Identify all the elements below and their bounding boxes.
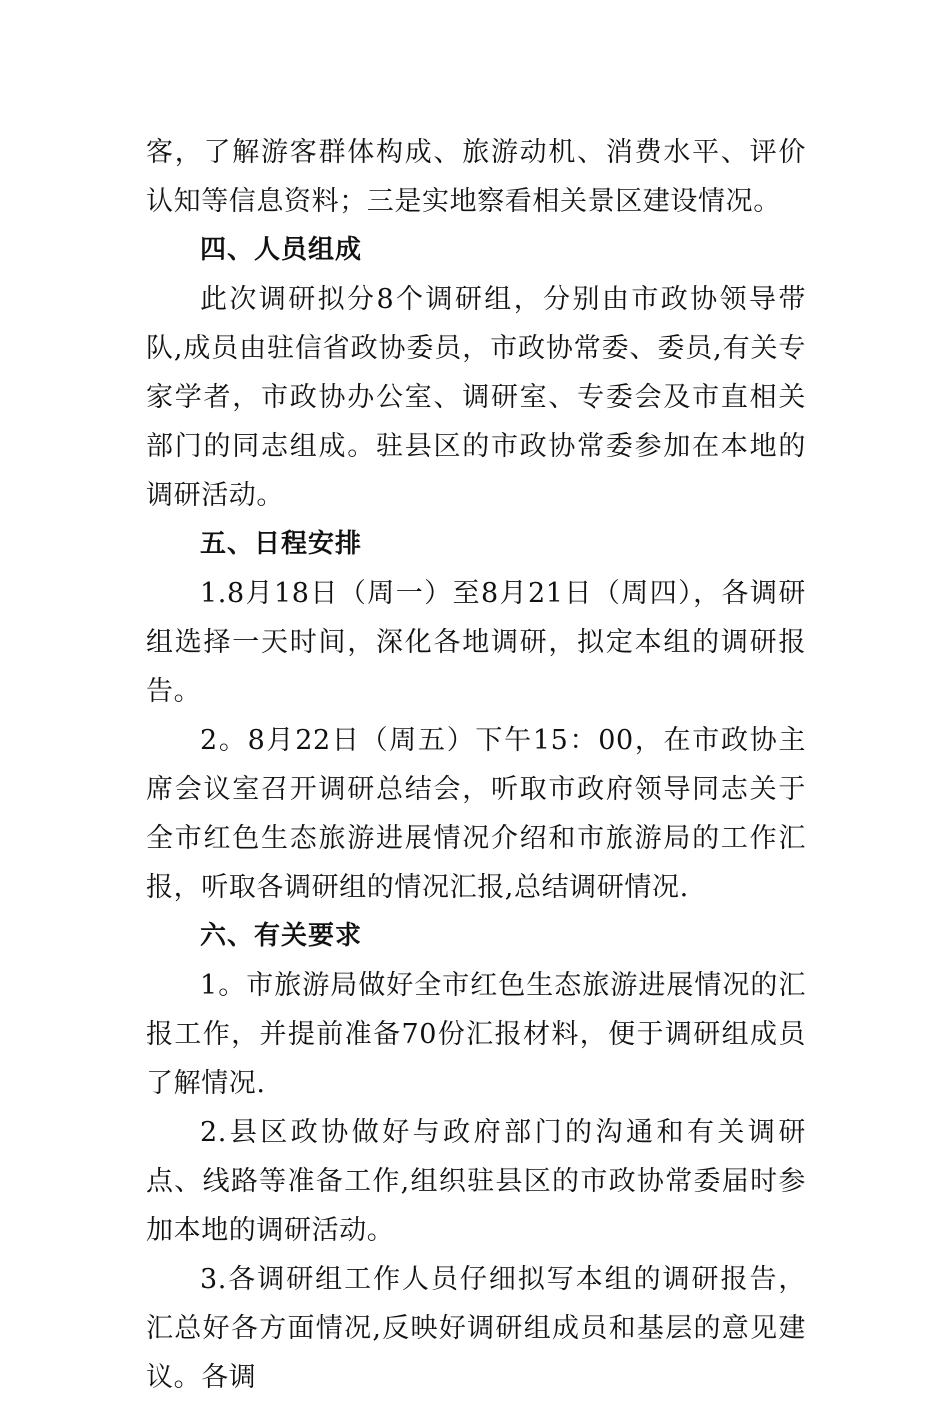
section-heading-personnel: 四、人员组成: [200, 235, 363, 265]
paragraph-schedule-1: 1.8月18日（周一）至8月21日（周四），各调研组选择一天时间，深化各地调研，拟定本组的调研报告。: [146, 578, 806, 707]
paragraph-personnel: 此次调研拟分8个调研组，分别由市政协领导带队,成员由驻信省政协委员，市政协常委、委员,有关专家学者，市政协办公室、调研室、专委会及市直相关部门的同志组成。驻县区的市政协常委参加在本地的调研活动。: [146, 284, 806, 511]
section-heading-schedule: 五、日程安排: [200, 529, 363, 559]
section-heading-requirements: 六、有关要求: [200, 921, 363, 951]
paragraph-continuation: 客，了解游客群体构成、旅游动机、消费水平、评价认知等信息资料；三是实地察看相关景区建设情况。: [146, 137, 806, 217]
paragraph-requirement-2: 2.县区政协做好与政府部门的沟通和有关调研点、线路等准备工作,组织驻县区的市政协常委届时参加本地的调研活动。: [146, 1117, 806, 1246]
paragraph-requirement-1: 1。市旅游局做好全市红色生态旅游进展情况的汇报工作，并提前准备70份汇报材料，便于调研组成员了解情况.: [146, 970, 806, 1099]
paragraph-schedule-2: 2。8月22日（周五）下午15：00，在市政协主席会议室召开调研总结会，听取市政府领导同志关于全市红色生态旅游进展情况介绍和市旅游局的工作汇报，听取各调研组的情况汇报,总结调研情况.: [146, 725, 806, 903]
paragraph-requirement-3: 3.各调研组工作人员仔细拟写本组的调研报告，汇总好各方面情况,反映好调研组成员和基层的意见建议。各调: [146, 1264, 806, 1393]
document-body: [146, 128, 806, 1402]
